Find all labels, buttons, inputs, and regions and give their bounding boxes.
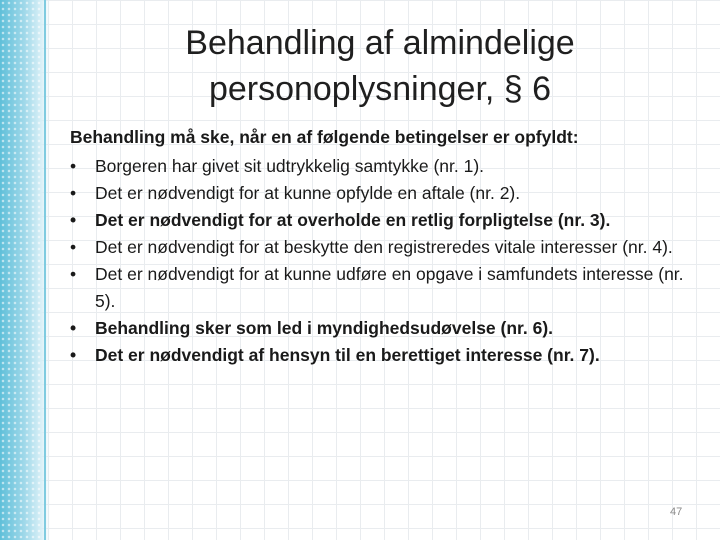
list-item-text: Det er nødvendigt af hensyn til en berettiget interesse (nr. 7). <box>95 345 600 365</box>
slide-title-line-1: Behandling af almindelige <box>185 24 575 62</box>
list-item-nr-7 <box>70 342 700 369</box>
conditions-list <box>70 153 700 369</box>
intro-text: Behandling må ske, når en af følgende betingelser er opfyldt: <box>70 127 579 147</box>
list-item-nr-3 <box>70 207 700 234</box>
bullet-icon: • <box>70 237 77 257</box>
list-item-text: Borgeren har givet sit udtrykkelig samtykke (nr. 1). <box>95 156 485 176</box>
list-item-nr-6 <box>70 315 700 342</box>
bullet-icon: • <box>70 210 77 230</box>
list-item-text: Det er nødvendigt for at overholde en retlig forpligtelse (nr. 3). <box>95 210 611 230</box>
decorative-left-band <box>0 0 50 540</box>
slide-title <box>80 20 680 112</box>
bullet-icon: • <box>70 156 77 176</box>
list-item-nr-4 <box>70 234 700 261</box>
list-item-text: Det er nødvendigt for at beskytte den registreredes vitale interesser (nr. 4). <box>95 237 673 257</box>
page-number: 47 <box>670 506 683 518</box>
slide-title-line-2: personoplysninger, § 6 <box>208 70 552 108</box>
list-item-text: Det er nødvendigt for at kunne opfylde en aftale (nr. 2). <box>95 183 521 203</box>
list-item-text: Det er nødvendigt for at kunne udføre en opgave i samfundets interesse (nr. 5). <box>95 264 684 311</box>
decorative-left-line <box>44 0 46 540</box>
list-item-nr-2 <box>70 180 700 207</box>
list-item-nr-1 <box>70 153 700 180</box>
bullet-icon: • <box>70 318 77 338</box>
bullet-icon: • <box>70 264 77 284</box>
slide-body <box>70 124 700 369</box>
bullet-icon: • <box>70 183 77 203</box>
list-item-text: Behandling sker som led i myndighedsudøvelse (nr. 6). <box>95 318 554 338</box>
bullet-icon: • <box>70 345 77 365</box>
list-item-nr-5 <box>70 261 700 315</box>
